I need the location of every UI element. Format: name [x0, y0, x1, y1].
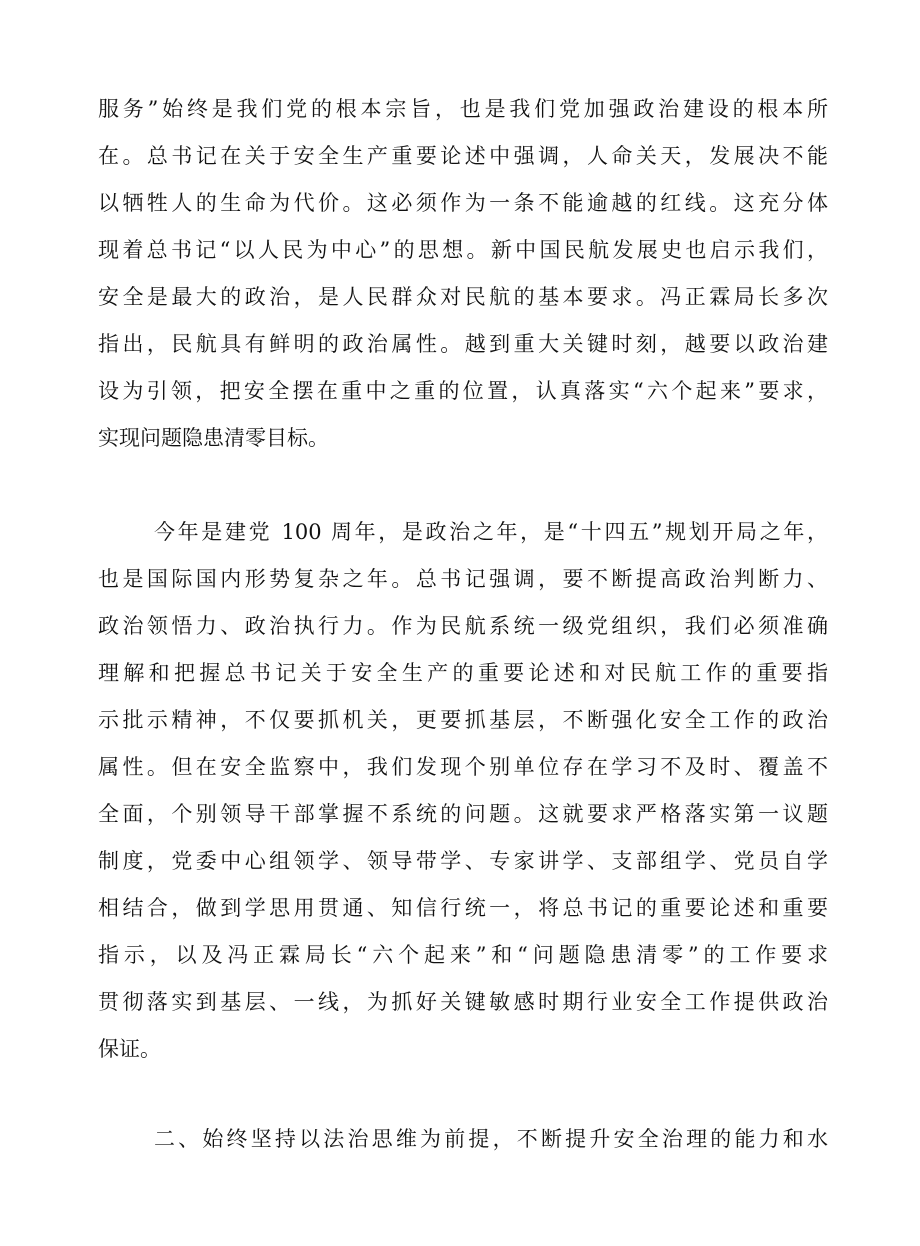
paragraph-2-line-5: 示批示精神，不仅要抓机关，更要抓基层，不断强化安全工作的政治	[98, 708, 828, 732]
paragraph-1-line-1: 服务”始终是我们党的根本宗旨，也是我们党加强政治建设的根本所	[98, 97, 828, 121]
paragraph-2-line-8: 制度，党委中心组领学、领导带学、专家讲学、支部组学、党员自学	[98, 849, 828, 873]
paragraph-2-line-3: 政治领悟力、政治执行力。作为民航系统一级党组织，我们必须准确	[98, 614, 828, 638]
paragraph-2-line-9: 相结合，做到学思用贯通、知信行统一，将总书记的重要论述和重要	[98, 896, 828, 920]
paragraph-2-line-6: 属性。但在安全监察中，我们发现个别单位存在学习不及时、覆盖不	[98, 755, 828, 779]
paragraph-2-line-7: 全面，个别领导干部掌握不系统的问题。这就要求严格落实第一议题	[98, 802, 828, 826]
paragraph-2-line-4: 理解和把握总书记关于安全生产的重要论述和对民航工作的重要指	[98, 661, 828, 685]
paragraph-1-line-6: 指出，民航具有鲜明的政治属性。越到重大关键时刻，越要以政治建	[98, 332, 828, 356]
paragraph-2-line-12: 保证。	[98, 1037, 161, 1061]
paragraph-1-line-7: 设为引领，把安全摆在重中之重的位置，认真落实“六个起来”要求，	[98, 379, 828, 403]
paragraph-2-line-1: 今年是建党 100 周年，是政治之年，是“十四五”规划开局之年，	[154, 520, 828, 544]
paragraph-2-line-10: 指示，以及冯正霖局长“六个起来”和“问题隐患清零”的工作要求	[98, 943, 828, 967]
paragraph-1-line-5: 安全是最大的政治，是人民群众对民航的基本要求。冯正霖局长多次	[98, 285, 828, 309]
paragraph-2-line-11: 贯彻落实到基层、一线，为抓好关键敏感时期行业安全工作提供政治	[98, 990, 828, 1014]
paragraph-1-line-2: 在。总书记在关于安全生产重要论述中强调，人命关天，发展决不能	[98, 144, 828, 168]
paragraph-2-line-2: 也是国际国内形势复杂之年。总书记强调，要不断提高政治判断力、	[98, 567, 828, 591]
section-heading-2: 二、始终坚持以法治思维为前提，不断提升安全治理的能力和水	[154, 1127, 828, 1151]
paragraph-1-line-8: 实现问题隐患清零目标。	[98, 426, 329, 450]
paragraph-1-line-4: 现着总书记“以人民为中心”的思想。新中国民航发展史也启示我们，	[98, 238, 828, 262]
paragraph-1-line-3: 以牺牲人的生命为代价。这必须作为一条不能逾越的红线。这充分体	[98, 191, 828, 215]
